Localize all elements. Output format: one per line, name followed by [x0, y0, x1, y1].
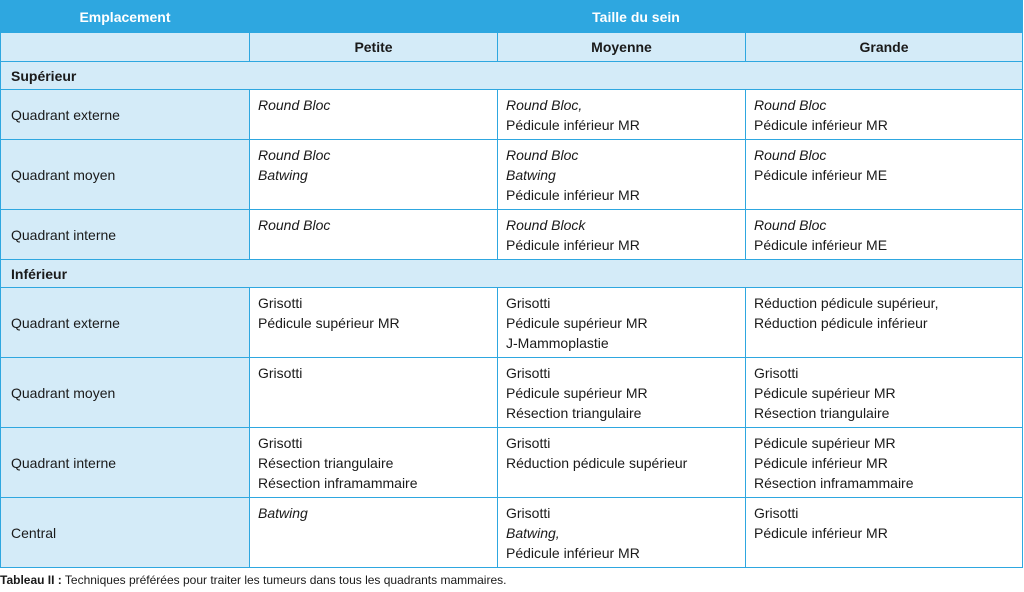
section-row-superieur — [1, 62, 1023, 90]
cell-line: Pédicule inférieur MR — [506, 545, 640, 561]
cell-petite — [250, 140, 498, 210]
table-row — [1, 358, 1023, 428]
table-row — [1, 288, 1023, 358]
section-superieur: Supérieur — [1, 62, 1023, 90]
cell-line: Pédicule supérieur MR — [754, 435, 896, 451]
row-label: Quadrant externe — [1, 288, 250, 358]
cell-line: Round Bloc — [754, 147, 827, 163]
subheader-row — [1, 33, 1023, 62]
cell-grande — [746, 498, 1023, 568]
row-label: Quadrant interne — [1, 210, 250, 260]
cell-line: Pédicule inférieur MR — [506, 117, 640, 133]
cell-line: Pédicule inférieur MR — [506, 187, 640, 203]
cell-line: Pédicule supérieur MR — [258, 315, 400, 331]
cell-line: Résection triangulaire — [506, 405, 642, 421]
cell-grande — [746, 90, 1023, 140]
cell-line: Résection inframammaire — [754, 475, 914, 491]
cell-line: Pédicule inférieur MR — [754, 525, 888, 541]
table-row — [1, 140, 1023, 210]
cell-line: Grisotti — [506, 505, 551, 521]
cell-moyenne — [498, 358, 746, 428]
row-label: Quadrant externe — [1, 90, 250, 140]
cell-line: Pédicule supérieur MR — [754, 385, 896, 401]
cell-moyenne — [498, 140, 746, 210]
cell-line: Round Bloc — [258, 97, 331, 113]
subheader-grande: Grande — [746, 33, 1023, 62]
table-row — [1, 210, 1023, 260]
cell-petite — [250, 90, 498, 140]
row-label: Quadrant interne — [1, 428, 250, 498]
cell-grande — [746, 288, 1023, 358]
section-inferieur: Inférieur — [1, 260, 1023, 288]
table-row — [1, 428, 1023, 498]
cell-line: Pédicule inférieur ME — [754, 167, 888, 183]
cell-line: Grisotti — [258, 295, 303, 311]
cell-line: Grisotti — [754, 505, 799, 521]
subheader-moyenne: Moyenne — [498, 33, 746, 62]
cell-moyenne — [498, 90, 746, 140]
cell-grande — [746, 140, 1023, 210]
cell-line: Round Bloc, — [506, 97, 583, 113]
subheader-blank — [1, 33, 250, 62]
cell-line: Pédicule inférieur ME — [754, 237, 888, 253]
cell-line: Grisotti — [506, 365, 551, 381]
section-row-inferieur — [1, 260, 1023, 288]
cell-line: Grisotti — [506, 435, 551, 451]
cell-line: Réduction pédicule supérieur — [506, 455, 688, 471]
cell-moyenne — [498, 498, 746, 568]
cell-line: Batwing — [258, 505, 308, 521]
cell-line: Résection triangulaire — [754, 405, 890, 421]
cell-line: Pédicule supérieur MR — [506, 385, 648, 401]
cell-line: Round Bloc — [506, 147, 579, 163]
cell-moyenne — [498, 428, 746, 498]
cell-line: Grisotti — [506, 295, 551, 311]
cell-line: Round Bloc — [754, 97, 827, 113]
table-row — [1, 498, 1023, 568]
cell-line: Résection triangulaire — [258, 455, 394, 471]
caption-text: Techniques préférées pour traiter les tumeurs dans tous les quadrants mammaires. — [61, 573, 507, 587]
cell-line: Réduction pédicule supérieur, — [754, 295, 939, 311]
header-taille-du-sein: Taille du sein — [250, 1, 1023, 33]
cell-line: Résection inframammaire — [258, 475, 418, 491]
table-row — [1, 90, 1023, 140]
cell-moyenne — [498, 288, 746, 358]
caption-label: Tableau II : — [0, 573, 62, 587]
row-label: Quadrant moyen — [1, 140, 250, 210]
cell-line: Réduction pédicule inférieur — [754, 315, 928, 331]
cell-line: Batwing, — [506, 525, 560, 541]
cell-line: Round Bloc — [258, 147, 331, 163]
cell-petite — [250, 498, 498, 568]
cell-grande — [746, 428, 1023, 498]
cell-grande — [746, 358, 1023, 428]
row-label: Quadrant moyen — [1, 358, 250, 428]
cell-line: J-Mammoplastie — [506, 335, 609, 351]
cell-line: Round Bloc — [754, 217, 827, 233]
cell-petite — [250, 428, 498, 498]
cell-petite — [250, 358, 498, 428]
cell-line: Grisotti — [258, 365, 303, 381]
header-row — [1, 1, 1023, 33]
cell-grande — [746, 210, 1023, 260]
cell-line: Grisotti — [258, 435, 303, 451]
cell-line: Round Bloc — [258, 217, 331, 233]
cell-line: Batwing — [506, 167, 556, 183]
cell-petite — [250, 210, 498, 260]
cell-line: Batwing — [258, 167, 308, 183]
subheader-petite: Petite — [250, 33, 498, 62]
cell-petite — [250, 288, 498, 358]
cell-line: Round Block — [506, 217, 586, 233]
cell-line: Pédicule inférieur MR — [754, 455, 888, 471]
table-caption — [0, 573, 506, 587]
cell-line: Pédicule inférieur MR — [754, 117, 888, 133]
row-label: Central — [1, 498, 250, 568]
cell-line: Pédicule inférieur MR — [506, 237, 640, 253]
cell-moyenne — [498, 210, 746, 260]
header-emplacement: Emplacement — [1, 1, 250, 33]
cell-line: Pédicule supérieur MR — [506, 315, 648, 331]
cell-line: Grisotti — [754, 365, 799, 381]
